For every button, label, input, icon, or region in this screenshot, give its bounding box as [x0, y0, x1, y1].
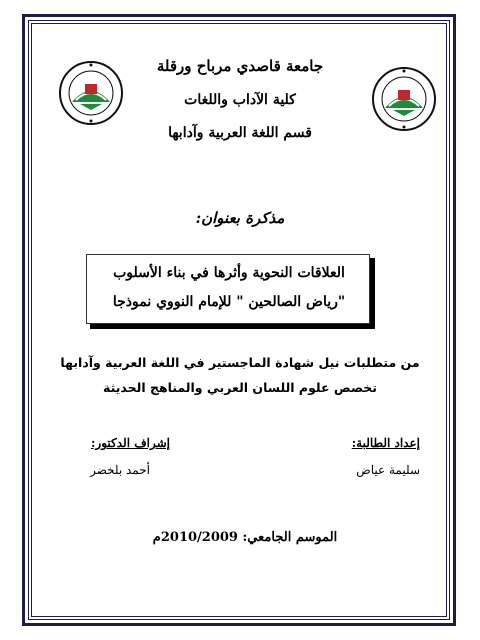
thesis-title-line1: العلاقات النحوية وأثرها في بناء الأسلوب	[113, 265, 345, 281]
university-name: جامعة قاصدي مرباح ورقلة	[156, 57, 324, 75]
academic-year: الموسم الجامعي: 2010/2009م	[152, 530, 338, 545]
memo-label: مذكرة بعنوان:	[195, 209, 285, 227]
university-seal-icon	[371, 66, 437, 132]
student-label: إعداد الطالبة:	[351, 436, 420, 450]
university-seal-icon	[58, 60, 124, 126]
thesis-title-line2: "رياض الصالحين " للإمام النووي نموذجا	[112, 294, 346, 310]
title-box-shadow	[90, 324, 374, 329]
student-name: سليمة عياض	[356, 463, 420, 477]
faculty-name: كلية الآداب واللغات	[184, 92, 296, 108]
department-name: قسم اللغة العربية وآدابها	[168, 125, 312, 141]
specialization: تخصص علوم اللسان العربي والمناهج الحديثة	[103, 380, 377, 395]
degree-requirement: من متطلبات نيل شهادة الماجستير في اللغة العربية وآدابها	[60, 355, 420, 370]
supervisor-label: إشراف الدكتور:	[90, 436, 170, 450]
supervisor-name: أحمد بلخضر	[90, 463, 150, 477]
title-box-shadow	[370, 258, 375, 329]
